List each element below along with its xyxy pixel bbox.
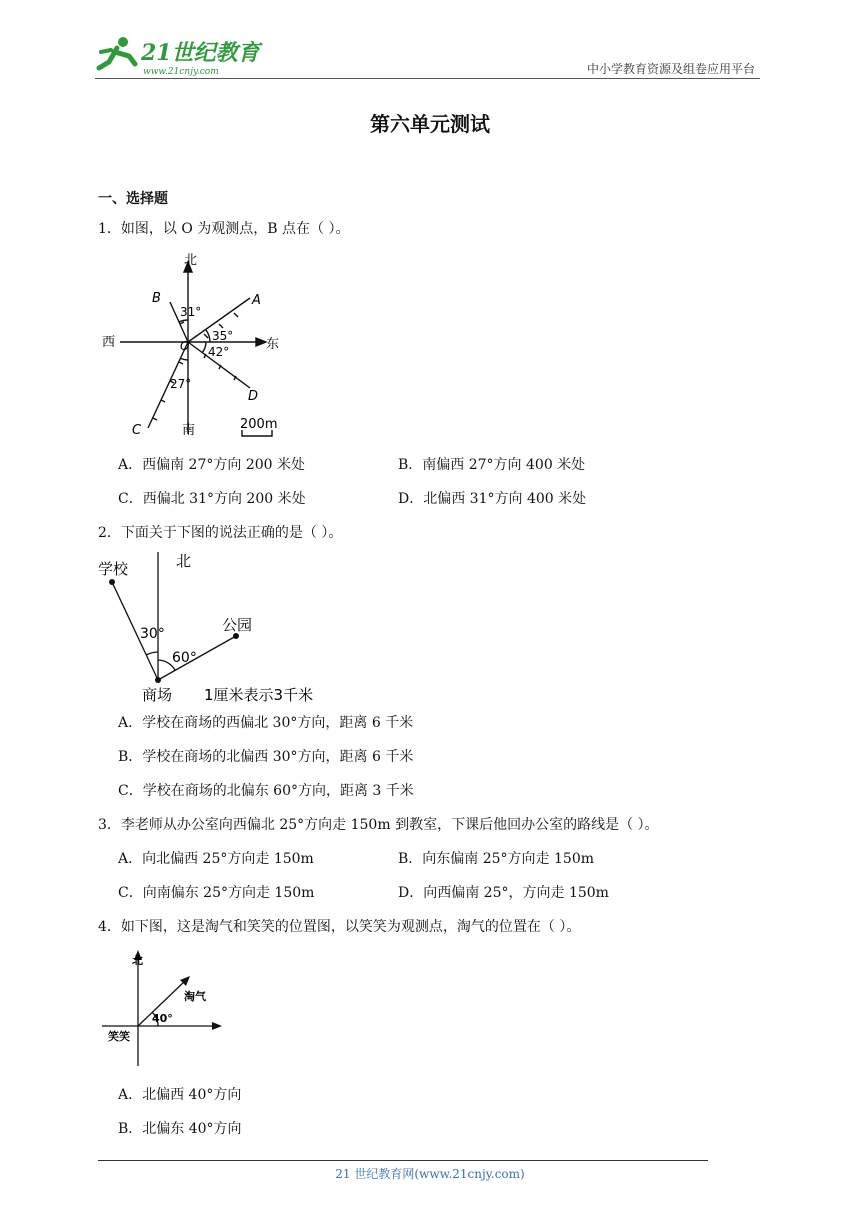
q4-xiaoxiao-label: 笑笑 [108, 1030, 130, 1043]
q4-angle-40: 40° [152, 1012, 173, 1025]
q1-origin-label: O [180, 339, 190, 353]
header-platform-name: 中小学教育资源及组卷应用平台 [586, 62, 755, 76]
header-divider [95, 78, 760, 79]
q1-north-label: 北 [184, 253, 198, 268]
page-header [95, 34, 755, 80]
q1-east-label: 东 [266, 337, 280, 352]
footer-link[interactable]: 21 世纪教育网(www.21cnjy.com) [335, 1167, 525, 1181]
q1-angle-35: 35° [212, 329, 234, 343]
q1-scale-label: 200m [240, 417, 278, 432]
q2-school-label: 学校 [98, 560, 129, 578]
runner-icon [99, 37, 135, 68]
q2-mall-label: 商场 [142, 686, 173, 704]
question-1-stem: 1．如图，以 O 为观测点，B 点在（ ）。 [98, 221, 350, 237]
q1-south-label: 南 [182, 423, 196, 438]
footer-divider [98, 1160, 708, 1161]
question-2-figure [96, 548, 356, 708]
q4-option-a[interactable]: A．北偏西 40°方向 [118, 1087, 242, 1103]
q4-taoqi-label: 淘气 [184, 990, 206, 1003]
logo-url: www.21cnjy.com [143, 67, 219, 77]
page-title: 第六单元测试 [370, 112, 490, 136]
question-2-stem: 2．下面关于下图的说法正确的是（ ）。 [98, 525, 343, 541]
q3-option-c[interactable]: C．向南偏东 25°方向走 150m [118, 885, 315, 901]
q4-north-label: 北 [132, 954, 143, 967]
q4-option-b[interactable]: B．北偏东 40°方向 [118, 1121, 242, 1137]
q2-scale-label: 1厘米表示3千米 [204, 686, 314, 704]
question-4-stem: 4．如下图，这是淘气和笑笑的位置图，以笑笑为观测点，淘气的位置在（ ）。 [98, 919, 581, 935]
q2-option-b[interactable]: B．学校在商场的北偏西 30°方向，距离 6 千米 [118, 749, 414, 765]
q2-north-label: 北 [176, 552, 192, 570]
q1-option-a[interactable]: A．西偏南 27°方向 200 米处 [118, 457, 305, 473]
question-3-stem: 3．李老师从办公室向西偏北 25°方向走 150m 到教室，下课后他回办公室的路线是（ ）。 [98, 817, 659, 833]
q1-angle-31: 31° [180, 305, 202, 319]
q2-option-a[interactable]: A．学校在商场的西偏北 30°方向，距离 6 千米 [118, 715, 414, 731]
q3-option-b[interactable]: B．向东偏南 25°方向走 150m [398, 851, 594, 867]
question-4-figure [100, 948, 230, 1068]
q1-point-d-label: D [248, 389, 259, 404]
q1-option-b[interactable]: B．南偏西 27°方向 400 米处 [398, 457, 586, 473]
q1-west-label: 西 [102, 335, 116, 350]
q1-option-d[interactable]: D．北偏西 31°方向 400 米处 [398, 491, 587, 507]
logo [95, 34, 265, 80]
q1-angle-27: 27° [170, 377, 192, 391]
logo-text: 21世纪教育 [141, 40, 260, 66]
q2-angle-60: 60° [172, 650, 197, 666]
q1-point-b-label: B [152, 291, 161, 306]
q2-option-c[interactable]: C．学校在商场的北偏东 60°方向，距离 3 千米 [118, 783, 414, 799]
q3-option-a[interactable]: A．向北偏西 25°方向走 150m [118, 851, 314, 867]
q3-option-d[interactable]: D．向西偏南 25°，方向走 150m [398, 885, 609, 901]
q2-park-label: 公园 [222, 616, 253, 634]
q1-point-c-label: C [132, 423, 142, 438]
q1-angle-42: 42° [208, 345, 230, 359]
q1-point-a-label: A [252, 293, 261, 308]
q2-angle-30: 30° [140, 626, 165, 642]
section-heading: 一、选择题 [98, 191, 168, 207]
question-1-figure [100, 250, 300, 440]
q1-option-c[interactable]: C．西偏北 31°方向 200 米处 [118, 491, 306, 507]
